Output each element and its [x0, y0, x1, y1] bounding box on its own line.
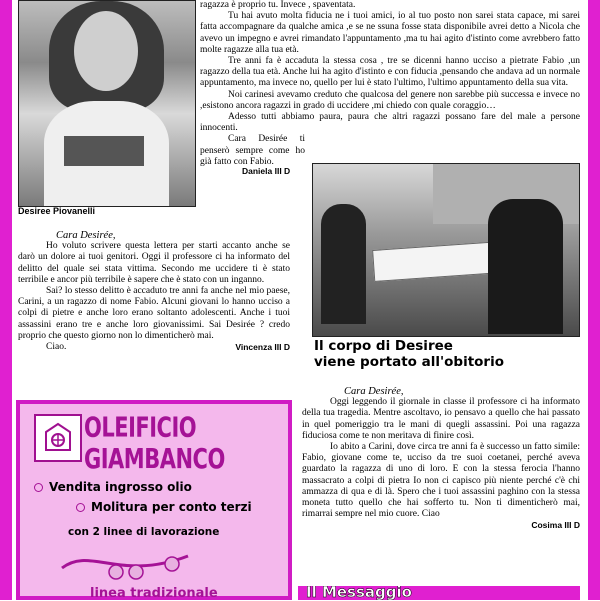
caption-line-2: viene portato all'obitorio [314, 354, 504, 370]
photo-shirt-print [64, 136, 144, 166]
top-article-paragraph: Adesso tutti abbiamo paura, paura che altri ragazzi possano fare del male a persone innocenti. [200, 112, 580, 134]
coffin-photo-caption [314, 338, 584, 370]
desiree-photo-caption: Desiree Piovanelli [18, 206, 96, 216]
desiree-photo [18, 0, 196, 207]
letter-paragraph: Ho voluto scrivere questa lettera per starti accanto anche se darò un dolore ai tuoi genitori. Oggi il professore ci ha informato del delitto del quale sei stata vittima. Secondo me uccidere ti è stato terribile e ancor più terribile è sapere che è stato con un inganno. [18, 241, 290, 285]
top-article-paragraph: Tre anni fa è accaduta la stessa cosa , tre se dicenni hanno ucciso a pietrate Fabio ,un ragazzo della tua età. Anche lui ha agito d'istinto e con fiducia ,pensando che andava ad un normale appuntamento, ma invece no, quello per lui è stato l'ultimo, l'ultimo appuntamento della sua vita. [200, 56, 580, 89]
letter-greeting: Cara Desirée, [56, 230, 116, 241]
bottom-banner-title: Il Messaggio [306, 586, 412, 600]
letter-paragraph: Oggi leggendo il giornale in classe il professore ci ha informato della tua tragedia. Mentre ascoltavo, io pensavo a quello che hai passato in quel pomeriggio tra le mani di quegli assassini. Poi una ragazza fiduciosa come te non meritava di finire così. [302, 397, 580, 441]
oil-mill-logo-icon [34, 414, 82, 462]
oleificio-advert [16, 400, 292, 600]
letter-vincenza [18, 230, 290, 353]
top-article-paragraph: ragazza è proprio tu. Invece , spaventata. [200, 0, 356, 10]
bullet-circle-icon [76, 503, 85, 512]
caption-line-1: Il corpo di Desiree [314, 338, 453, 354]
letter-paragraph: Sai? lo stesso delitto è accaduto tre anni fa anche nel mio paese, Carini, a un ragazzo di nome Fabio. Alcuni giovani lo hanno ucciso a colpi di pietre e anche loro erano soltanto adolescenti. Anche i tuoi assassini erano tre e anche loro giovanissimi. Sai Desirée ? credo proprio che questo giorno non lo dimenticherò mai. [18, 286, 290, 341]
letter-greeting: Cara Desirée, [344, 386, 404, 397]
top-article-paragraph: Cara Desirée ti penserò sempre come ho già fatto con Fabio. [200, 134, 305, 167]
photo-person-right [488, 199, 563, 334]
letter-cosima [302, 386, 580, 532]
letter-signature: Cosima III D [531, 520, 580, 531]
left-magenta-border [0, 0, 12, 600]
photo-person-left [321, 204, 366, 324]
top-article-paragraph: Tu hai avuto molta fiducia ne i tuoi amici, io al tuo posto non sarei stata capace, mi sarei fatta accompagnare da qualche amica ,e se ne ssuna fosse stata disponibile avrei detto a Nicola che avevo un impegno e avrei rimandato l'appuntamento ,ma tu hai agito d'istinto come avrebbero fatto molte ragazze alla tua età. [200, 11, 580, 55]
olive-branch-icon [60, 542, 190, 588]
top-article-paragraph: Noi carinesi avevamo creduto che qualcosa del genere non sarebbe più successa e invece no ,esistono ancora ragazzi in grado di uccidere ,mi chiedo con quale coraggio… [200, 89, 580, 111]
photo-face [74, 11, 138, 91]
advert-footer: linea tradizionale [90, 586, 218, 601]
bullet-circle-icon [34, 483, 43, 492]
top-article [200, 0, 580, 177]
right-magenta-border [588, 0, 600, 600]
advert-line-processing: con 2 linee di lavorazione [68, 526, 220, 538]
coffin-photo [312, 163, 580, 337]
advert-line-milling [76, 500, 252, 514]
letter-paragraph: Ciao. [46, 342, 67, 353]
advert-title: OLEIFICIO GIAMBANCO [84, 412, 225, 475]
letter-paragraph: Io abito a Carini, dove circa tre anni fa è successo un fatto simile: Fabio, giovane come te, ucciso da tre suoi coetanei, perché aveva guardato la ragazza di uno di loro. E con la stessa ferocia l'hanno massacrato a colpi di pietra Io non ci capisco più niente perché c'è chi ammazza di qua e di là. Spero che i tuoi assassini paghino con la stessa moneta tutto quello che hai sofferto tu. Non ti dimenticherò mai, rimarrai sempre nel mio cuore. Ciao [302, 442, 580, 520]
letter-signature: Vincenza III D [235, 342, 290, 353]
top-article-signature: Daniela III D [242, 166, 291, 177]
advert-line-text: Molitura per conto terzi [91, 500, 252, 514]
advert-line-sale [34, 480, 192, 494]
bottom-banner [298, 586, 580, 600]
advert-line-text: Vendita ingrosso olio [49, 480, 192, 494]
